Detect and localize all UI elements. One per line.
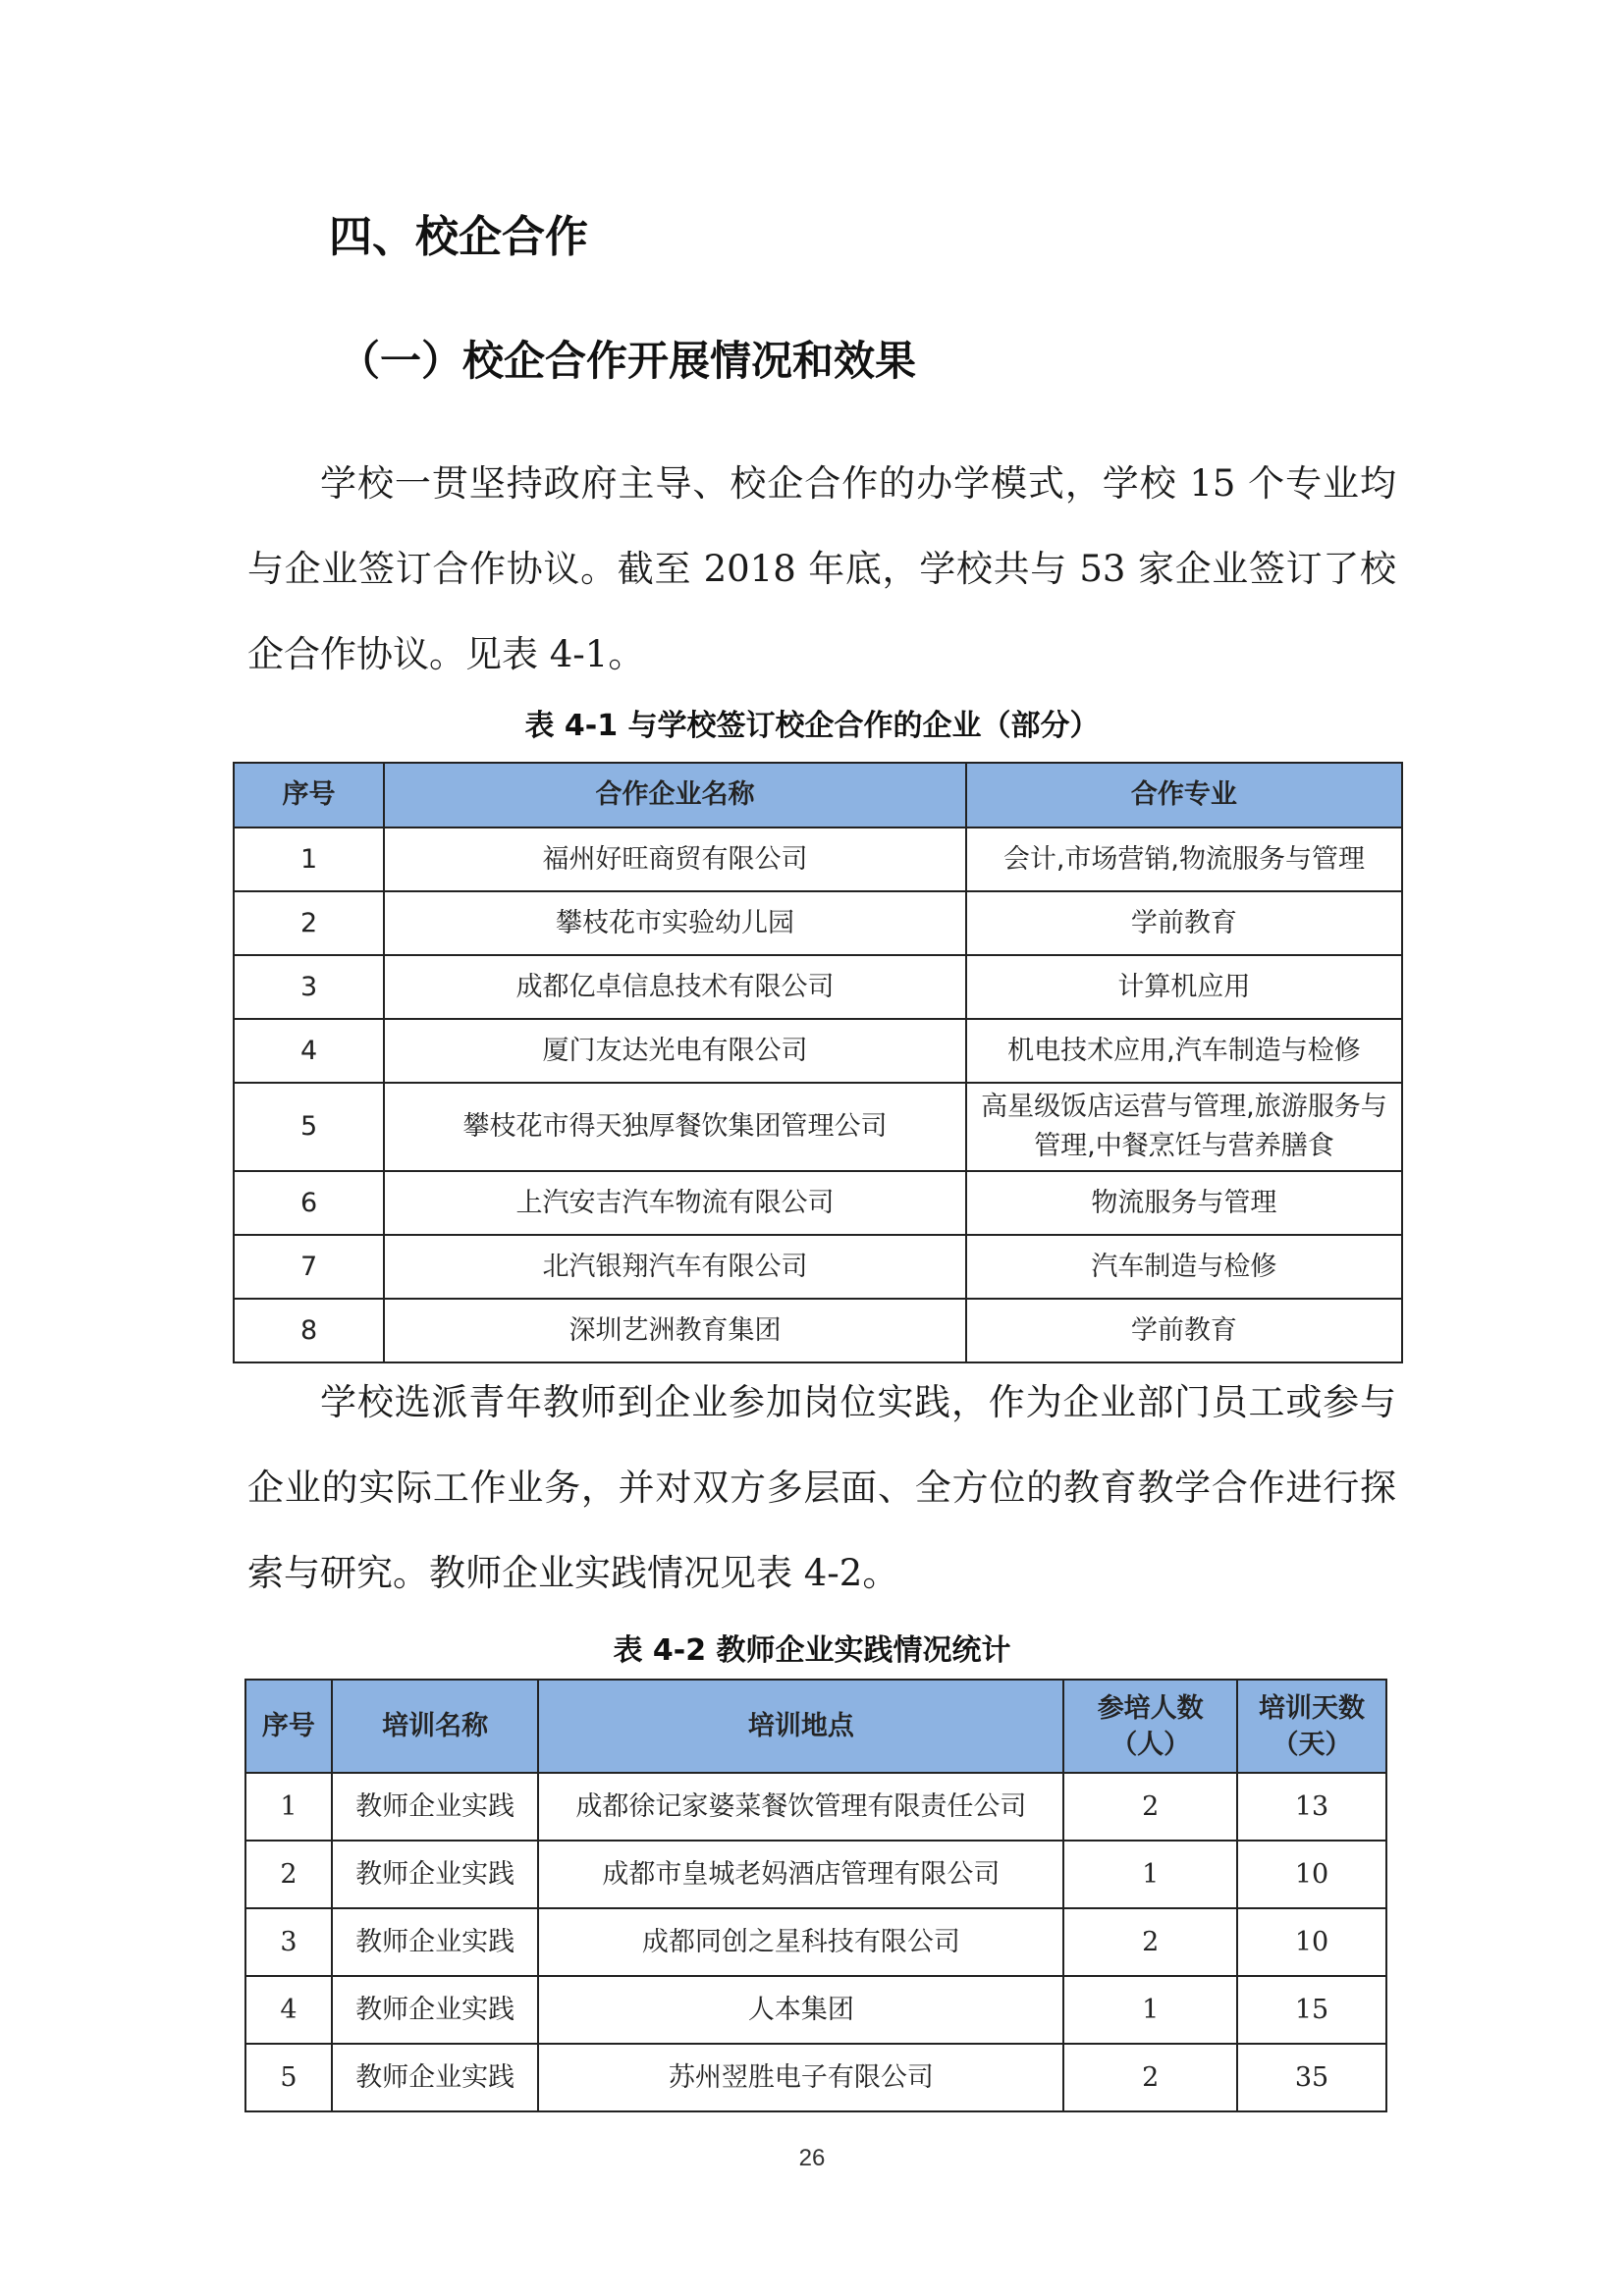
cell-participants: 1 [1063,1976,1237,2044]
page-number: 26 [798,2145,826,2171]
cell-enterprise: 上汽安吉汽车物流有限公司 [384,1171,966,1235]
cell-training-name: 教师企业实践 [332,1908,539,1976]
table-row [234,1171,1402,1235]
cell-participants: 2 [1063,2044,1237,2111]
cell-days: 10 [1237,1841,1386,1908]
subsection-title: （一）校企合作开展情况和效果 [339,337,917,385]
cell-index: 4 [234,1019,384,1083]
cell-enterprise: 北汽银翔汽车有限公司 [384,1235,966,1299]
header-participants: 参培人数（人） [1063,1680,1237,1773]
cell-training-name: 教师企业实践 [332,1773,539,1841]
table-row [234,955,1402,1019]
cell-days: 10 [1237,1908,1386,1976]
cell-days: 13 [1237,1773,1386,1841]
cell-days: 15 [1237,1976,1386,2044]
cell-major: 机电技术应用,汽车制造与检修 [966,1019,1402,1083]
table-row [245,1841,1386,1908]
cell-training-name: 教师企业实践 [332,2044,539,2111]
cell-index: 6 [234,1171,384,1235]
cell-major: 汽车制造与检修 [966,1235,1402,1299]
cell-index: 1 [245,1773,332,1841]
cell-enterprise: 深圳艺洲教育集团 [384,1299,966,1362]
cell-index: 5 [234,1083,384,1171]
cell-enterprise: 攀枝花市得天独厚餐饮集团管理公司 [384,1083,966,1171]
table-row [245,1908,1386,1976]
cell-index: 3 [245,1908,332,1976]
paragraph-intro: 学校一贯坚持政府主导、校企合作的办学模式，学校 15 个专业均与企业签订合作协议。截至 2018 年底，学校共与 53 家企业签订了校企合作协议。见表 4-1。 [247,462,1396,675]
header-index: 序号 [234,763,384,828]
cell-training-name: 教师企业实践 [332,1841,539,1908]
header-days: 培训天数（天） [1237,1680,1386,1773]
table-row [245,1773,1386,1841]
cell-participants: 2 [1063,1773,1237,1841]
cell-enterprise: 福州好旺商贸有限公司 [384,828,966,891]
cell-major: 学前教育 [966,891,1402,955]
cell-location: 成都徐记家婆菜餐饮管理有限责任公司 [538,1773,1063,1841]
section-title: 四、校企合作 [329,212,588,262]
table-row [245,1976,1386,2044]
header-training-name: 培训名称 [332,1680,539,1773]
cell-location: 成都市皇城老妈酒店管理有限公司 [538,1841,1063,1908]
cell-major: 学前教育 [966,1299,1402,1362]
cell-participants: 2 [1063,1908,1237,1976]
cell-index: 2 [234,891,384,955]
header-major: 合作专业 [966,763,1402,828]
cell-training-name: 教师企业实践 [332,1976,539,2044]
cell-index: 1 [234,828,384,891]
cell-index: 4 [245,1976,332,2044]
cell-major: 物流服务与管理 [966,1171,1402,1235]
header-enterprise-name: 合作企业名称 [384,763,966,828]
cell-location: 苏州翌胜电子有限公司 [538,2044,1063,2111]
table-row [234,1083,1402,1171]
partner-enterprises-table [233,762,1403,1363]
table2-caption: 表 4-2 教师企业实践情况统计 [613,1633,1011,1668]
paragraph-teacher-practice: 学校选派青年教师到企业参加岗位实践，作为企业部门员工或参与企业的实际工作业务，并对双方多层面、全方位的教育教学合作进行探索与研究。教师企业实践情况见表 4-2。 [247,1381,1396,1594]
cell-index: 2 [245,1841,332,1908]
cell-index: 7 [234,1235,384,1299]
table-row [234,828,1402,891]
table-header-row [245,1680,1386,1773]
cell-enterprise: 成都亿卓信息技术有限公司 [384,955,966,1019]
cell-days: 35 [1237,2044,1386,2111]
cell-location: 成都同创之星科技有限公司 [538,1908,1063,1976]
header-index: 序号 [245,1680,332,1773]
table-row [245,2044,1386,2111]
table-row [234,1235,1402,1299]
table-row [234,1019,1402,1083]
teacher-practice-table [244,1679,1387,2112]
cell-enterprise: 攀枝花市实验幼儿园 [384,891,966,955]
cell-major: 会计,市场营销,物流服务与管理 [966,828,1402,891]
table1-caption: 表 4-1 与学校签订校企合作的企业（部分） [524,709,1100,743]
cell-index: 3 [234,955,384,1019]
table-row [234,891,1402,955]
table-row [234,1299,1402,1362]
cell-major: 计算机应用 [966,955,1402,1019]
cell-enterprise: 厦门友达光电有限公司 [384,1019,966,1083]
cell-index: 5 [245,2044,332,2111]
cell-major: 高星级饭店运营与管理,旅游服务与管理,中餐烹饪与营养膳食 [966,1083,1402,1171]
cell-location: 人本集团 [538,1976,1063,2044]
table-header-row [234,763,1402,828]
header-training-location: 培训地点 [538,1680,1063,1773]
cell-participants: 1 [1063,1841,1237,1908]
cell-index: 8 [234,1299,384,1362]
